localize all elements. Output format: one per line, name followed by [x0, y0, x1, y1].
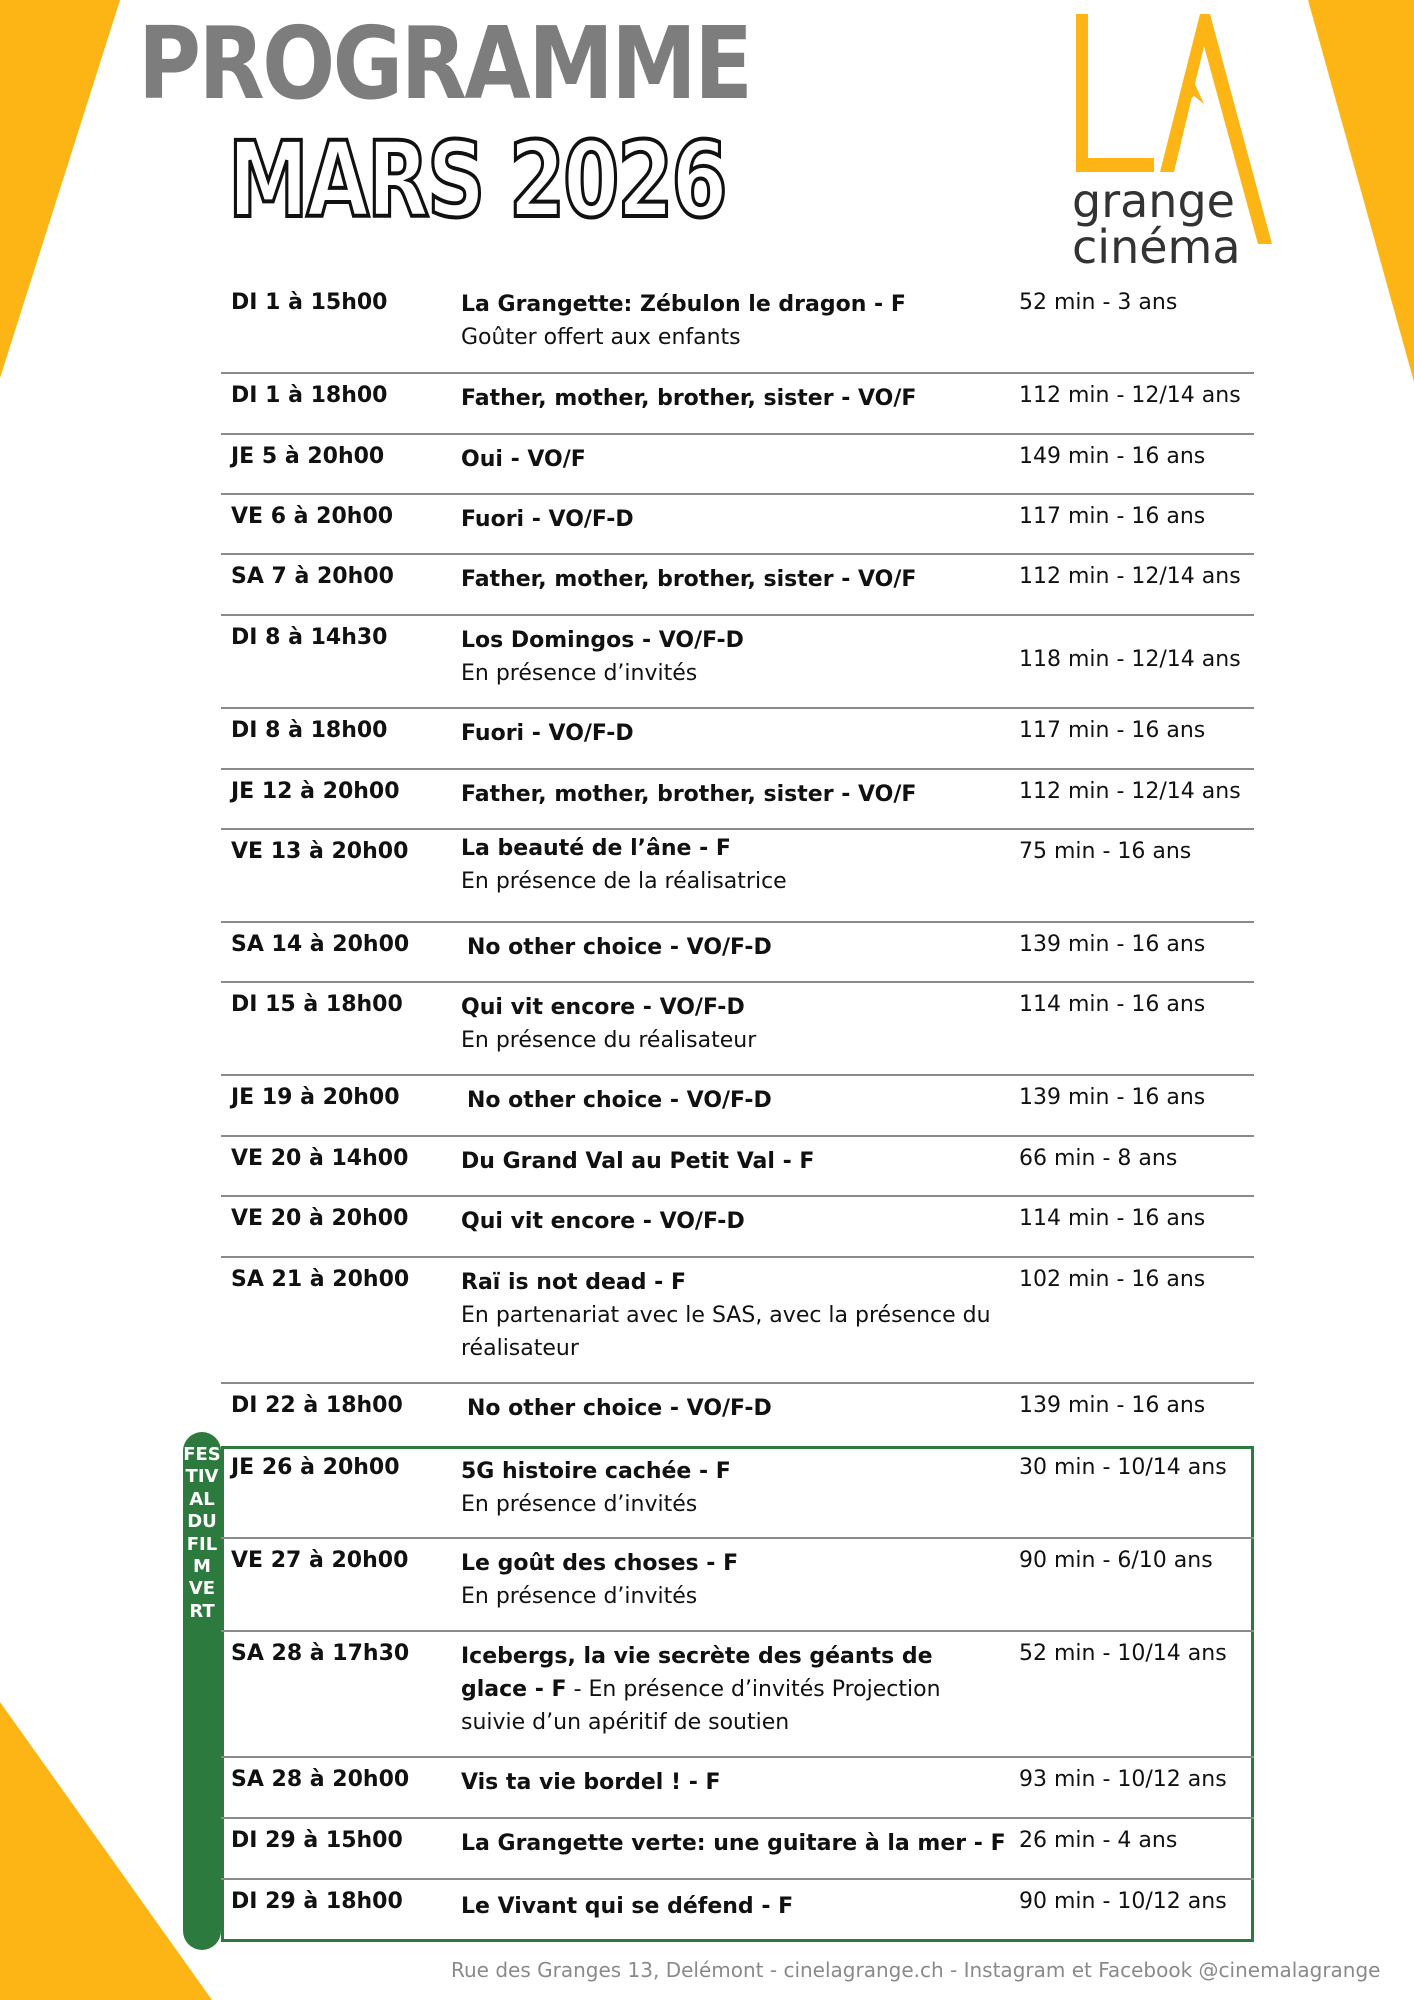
screening-date: JE 12 à 20h00 — [231, 779, 400, 804]
film-title: Oui - VO/F — [461, 447, 586, 472]
film-duration: 90 min - 6/10 ans — [1019, 1548, 1213, 1573]
film-title: Los Domingos - VO/F-D — [461, 628, 744, 653]
bottom-left-yellow-triangle — [0, 1702, 212, 2000]
page-title: PROGRAMME — [138, 5, 751, 122]
film-info — [461, 1827, 1021, 1860]
film-info — [461, 1455, 1001, 1521]
film-duration: 90 min - 10/12 ans — [1019, 1889, 1227, 1914]
film-title: Father, mother, brother, sister - VO/F — [461, 567, 917, 592]
film-info — [461, 563, 1001, 596]
film-info — [461, 288, 1001, 354]
film-title: La Grangette verte: une guitare à la mer - F — [461, 1831, 1006, 1856]
film-info — [461, 1266, 1021, 1365]
footer-contact: Rue des Granges 13, Delémont - cinelagrange.ch - Instagram et Facebook @cinemalagrange — [451, 1958, 1381, 1982]
film-info — [467, 931, 1007, 964]
schedule-row — [221, 1384, 1254, 1445]
film-info — [461, 1547, 1001, 1613]
screening-date: JE 26 à 20h00 — [231, 1455, 400, 1480]
schedule-row — [221, 435, 1254, 495]
film-info — [461, 382, 1001, 415]
top-right-yellow-triangle — [1308, 0, 1414, 382]
film-note: - En présence d’invités Projection suivie d’un apéritif de soutien — [461, 1677, 941, 1735]
festival-schedule-row — [221, 1445, 1254, 1539]
screening-date: DI 15 à 18h00 — [231, 992, 403, 1017]
schedule-row — [221, 616, 1254, 709]
schedule-row — [221, 1197, 1254, 1258]
film-info — [467, 1392, 1007, 1425]
festival-schedule-row — [221, 1819, 1254, 1880]
screening-date: JE 5 à 20h00 — [231, 444, 385, 469]
film-info — [461, 1890, 1001, 1923]
film-title: Fuori - VO/F-D — [461, 721, 634, 746]
film-note: En présence du réalisateur — [461, 1028, 757, 1053]
film-title: 5G histoire cachée - F — [461, 1459, 731, 1484]
festival-side-bar — [183, 1432, 224, 1950]
screening-date: JE 19 à 20h00 — [231, 1085, 400, 1110]
screening-date: SA 21 à 20h00 — [231, 1267, 410, 1292]
screening-date: VE 20 à 14h00 — [231, 1146, 409, 1171]
schedule-row — [221, 495, 1254, 555]
screening-date: VE 6 à 20h00 — [231, 504, 394, 529]
film-title: Qui vit encore - VO/F-D — [461, 1209, 745, 1234]
schedule-row — [221, 770, 1254, 830]
film-duration: 75 min - 16 ans — [1019, 839, 1192, 864]
film-title: Raï is not dead - F — [461, 1270, 686, 1295]
screening-date: DI 22 à 18h00 — [231, 1393, 403, 1418]
logo-word-cinema: cinéma — [1072, 220, 1241, 274]
schedule-row — [221, 374, 1254, 435]
film-title: Father, mother, brother, sister - VO/F — [461, 386, 917, 411]
film-note: En présence d’invités — [461, 1584, 698, 1609]
film-title: Vis ta vie bordel ! - F — [461, 1770, 721, 1795]
screening-date: DI 1 à 15h00 — [231, 290, 388, 315]
film-title: La Grangette: Zébulon le dragon - F — [461, 292, 906, 317]
film-note: En présence d’invités — [461, 1492, 698, 1517]
film-note: En présence d’invités — [461, 661, 698, 686]
schedule-row — [221, 709, 1254, 770]
screening-date: DI 1 à 18h00 — [231, 383, 388, 408]
film-duration: 52 min - 10/14 ans — [1019, 1641, 1227, 1666]
film-info — [461, 624, 1001, 690]
schedule-row — [221, 1076, 1254, 1137]
film-duration: 93 min - 10/12 ans — [1019, 1767, 1227, 1792]
film-title: Du Grand Val au Petit Val - F — [461, 1149, 815, 1174]
page-subtitle: MARS 2026 — [228, 119, 726, 241]
film-duration: 149 min - 16 ans — [1019, 444, 1206, 469]
film-duration: 112 min - 12/14 ans — [1019, 564, 1241, 589]
screening-date: SA 14 à 20h00 — [231, 932, 410, 957]
film-note: En présence de la réalisatrice — [461, 869, 787, 894]
film-info — [461, 1145, 1001, 1178]
schedule-row — [221, 280, 1254, 374]
film-info — [461, 503, 1001, 536]
screening-date: DI 29 à 15h00 — [231, 1828, 403, 1853]
screening-date: DI 8 à 14h30 — [231, 625, 388, 650]
schedule-row — [221, 923, 1254, 983]
festival-schedule-row — [221, 1539, 1254, 1632]
film-info — [461, 1640, 981, 1739]
film-title: Icebergs, la vie secrète des géants de glace - F — [461, 1644, 933, 1702]
film-note: En partenariat avec le SAS, avec la présence du réalisateur — [461, 1303, 991, 1361]
cinema-logo — [1072, 12, 1282, 272]
film-title: No other choice - VO/F-D — [467, 1396, 772, 1421]
film-title: No other choice - VO/F-D — [467, 935, 772, 960]
film-duration: 114 min - 16 ans — [1019, 992, 1206, 1017]
screening-date: VE 20 à 20h00 — [231, 1206, 409, 1231]
schedule-row — [221, 830, 1254, 923]
film-duration: 30 min - 10/14 ans — [1019, 1455, 1227, 1480]
screening-date: DI 29 à 18h00 — [231, 1889, 403, 1914]
film-duration: 117 min - 16 ans — [1019, 504, 1206, 529]
film-duration: 102 min - 16 ans — [1019, 1267, 1206, 1292]
film-info — [461, 991, 1001, 1057]
film-info — [461, 832, 1001, 898]
schedule-row — [221, 1137, 1254, 1197]
screening-date: VE 13 à 20h00 — [231, 839, 409, 864]
film-duration: 26 min - 4 ans — [1019, 1828, 1178, 1853]
film-duration: 118 min - 12/14 ans — [1019, 647, 1241, 672]
festival-schedule-row — [221, 1880, 1254, 1941]
screening-date: DI 8 à 18h00 — [231, 718, 388, 743]
film-info — [461, 1766, 1001, 1799]
top-left-yellow-triangle — [0, 0, 120, 378]
film-title: Father, mother, brother, sister - VO/F — [461, 782, 917, 807]
festival-label: FESTIVAL DU FILM VERT — [183, 1444, 224, 1622]
film-note: Goûter offert aux enfants — [461, 325, 741, 350]
festival-schedule-row — [221, 1758, 1254, 1819]
screening-date: SA 28 à 20h00 — [231, 1767, 410, 1792]
schedule-row — [221, 983, 1254, 1076]
logo-word-grange: grange — [1072, 174, 1235, 228]
film-info — [461, 778, 1001, 811]
film-title: No other choice - VO/F-D — [467, 1088, 772, 1113]
film-duration: 66 min - 8 ans — [1019, 1146, 1178, 1171]
film-info — [461, 1205, 1001, 1238]
schedule-table — [221, 280, 1254, 1941]
film-info — [467, 1084, 1007, 1117]
screening-date: SA 28 à 17h30 — [231, 1641, 410, 1666]
film-info — [461, 443, 1001, 476]
film-duration: 114 min - 16 ans — [1019, 1206, 1206, 1231]
schedule-row — [221, 555, 1254, 616]
screening-date: VE 27 à 20h00 — [231, 1548, 409, 1573]
film-duration: 139 min - 16 ans — [1019, 1393, 1206, 1418]
film-title: Fuori - VO/F-D — [461, 507, 634, 532]
schedule-row — [221, 1258, 1254, 1384]
screening-date: SA 7 à 20h00 — [231, 564, 394, 589]
film-duration: 112 min - 12/14 ans — [1019, 383, 1241, 408]
film-duration: 112 min - 12/14 ans — [1019, 779, 1241, 804]
film-duration: 139 min - 16 ans — [1019, 932, 1206, 957]
film-title: Le Vivant qui se défend - F — [461, 1894, 794, 1919]
film-title: Le goût des choses - F — [461, 1551, 739, 1576]
film-info — [461, 717, 1001, 750]
festival-schedule-row — [221, 1632, 1254, 1758]
film-duration: 139 min - 16 ans — [1019, 1085, 1206, 1110]
film-title: La beauté de l’âne - F — [461, 836, 731, 861]
film-title: Qui vit encore - VO/F-D — [461, 995, 745, 1020]
film-duration: 117 min - 16 ans — [1019, 718, 1206, 743]
film-duration: 52 min - 3 ans — [1019, 290, 1178, 315]
